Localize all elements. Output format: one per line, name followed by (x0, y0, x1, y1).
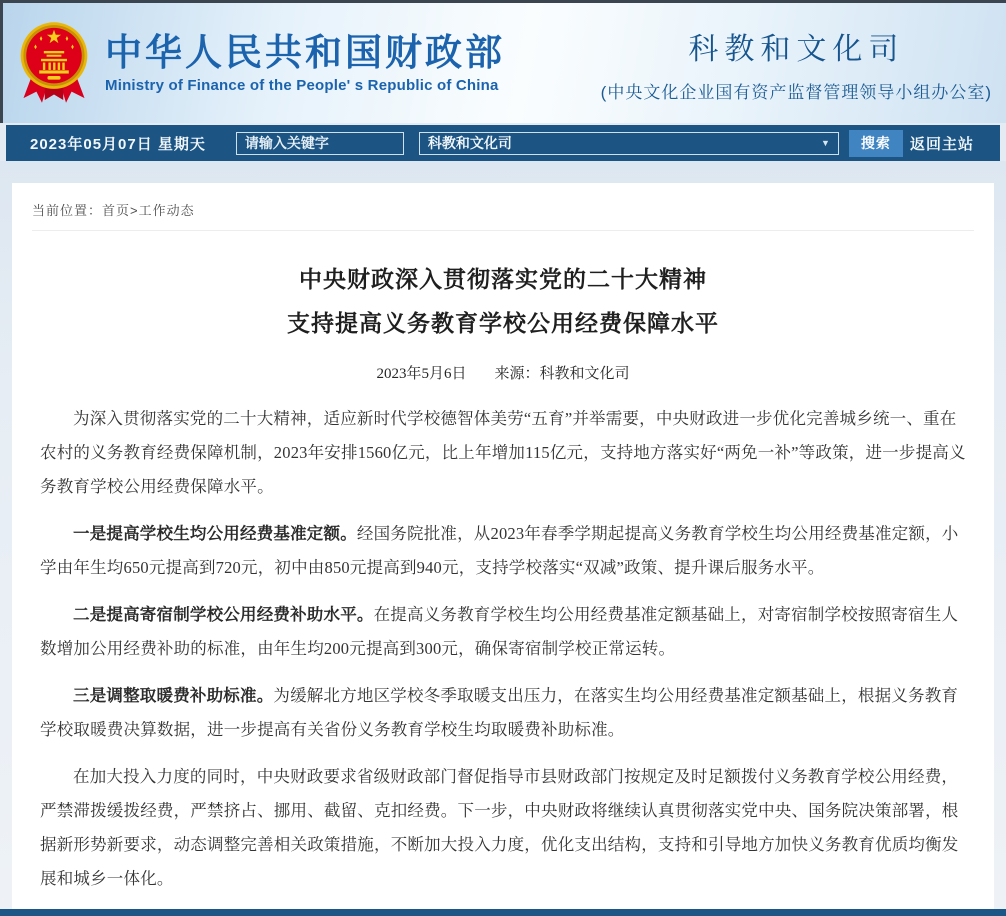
article-title-line2: 支持提高义务教育学校公用经费保障水平 (287, 310, 719, 336)
paragraph-1-text: 为深入贯彻落实党的二十大精神，适应新时代学校德智体美劳“五育”并举需要，中央财政进一步优化完善城乡统一、重在农村的义务教育经费保障机制，2023年安排1560亿元，比上年增加115亿元，支持地方落实好“两免一补”等政策，进一步提高义务教育学校公用经费保障水平。 (40, 409, 966, 496)
department-title: 科教和文化司 (688, 32, 905, 66)
header-brand (17, 20, 505, 106)
article-source: 来源：科教和文化司 (494, 366, 630, 382)
department-subtitle: (中央文化企业国有资产监督管理领导小组办公室) (600, 82, 992, 102)
paragraph-2-text: 经国务院批准，从2023年春季学期起提高义务教育学校生均公用经费基准定额，小学由年生均650元提高到720元，初中由850元提高到940元，支持学校落实“双减”政策、提升课后服务水平。 (40, 524, 959, 577)
site-header (0, 3, 1006, 123)
ministry-title-cn: 中华人民共和国财政部 (105, 32, 505, 74)
breadcrumb (30, 183, 976, 230)
department-select[interactable] (419, 132, 839, 155)
paragraph-4-text: 为缓解北方地区学校冬季取暖支出压力，在落实生均公用经费基准定额基础上，根据义务教育学校取暖费决算数据，进一步提高有关省份义务教育学校生均取暖费补助标准。 (40, 686, 959, 739)
current-date: 2023年05月07日 星期天 (30, 135, 206, 153)
breadcrumb-separator: > (130, 203, 139, 218)
article-body (40, 402, 966, 896)
paragraph-4 (40, 679, 966, 747)
article-meta (40, 362, 966, 383)
paragraph-3-lead: 二是提高寄宿制学校公用经费补助水平。 (73, 606, 374, 624)
breadcrumb-home-link[interactable]: 首页 (102, 203, 131, 218)
paragraph-5-text: 在加大投入力度的同时，中央财政要求省级财政部门督促指导市县财政部门按规定及时足额拨付义务教育学校公用经费，严禁滞拨缓拨经费，严禁挤占、挪用、截留、克扣经费。下一步，中央财政将继续认真贯彻落实党中央、国务院决策部署，根据新形势新要求，动态调整完善相关政策措施，不断加大投入力度，优化支出结构，支持和引导地方加快义务教育优质均衡发展和城乡一体化。 (40, 767, 959, 888)
page-background (0, 161, 1006, 909)
content-panel (12, 183, 994, 909)
paragraph-2-lead: 一是提高学校生均公用经费基准定额。 (73, 525, 357, 543)
paragraph-5 (40, 760, 966, 896)
paragraph-3 (40, 598, 966, 666)
national-emblem-logo (17, 20, 91, 106)
search-button[interactable]: 搜索 (849, 130, 903, 157)
ministry-title-en: Ministry of Finance of the People' s Republic of China (105, 76, 499, 94)
chevron-down-icon: ▼ (821, 138, 830, 148)
article-title (40, 257, 966, 345)
ministry-titles (105, 32, 505, 94)
breadcrumb-section-link[interactable]: 工作动态 (138, 203, 195, 218)
breadcrumb-prefix: 当前位置： (32, 203, 103, 218)
paragraph-3-text: 在提高义务教育学校生均公用经费基准定额基础上，对寄宿制学校按照寄宿生人数增加公用经费补助的标准，由年生均200元提高到300元，确保寄宿制学校正常运转。 (40, 605, 959, 658)
department-header (601, 24, 996, 103)
bottom-bar (0, 909, 1006, 916)
article-date: 2023年5月6日 (376, 366, 467, 382)
return-home-link[interactable]: 返回主站 (909, 135, 974, 153)
keyword-search-input[interactable] (236, 132, 404, 155)
paragraph-2 (40, 517, 966, 585)
paragraph-1 (40, 402, 966, 504)
department-select-value: 科教和文化司 (427, 135, 512, 151)
paragraph-4-lead: 三是调整取暖费补助标准。 (73, 687, 274, 705)
article-title-line1: 中央财政深入贯彻落实党的二十大精神 (299, 266, 707, 292)
article (30, 231, 976, 896)
top-navbar (6, 125, 1000, 161)
